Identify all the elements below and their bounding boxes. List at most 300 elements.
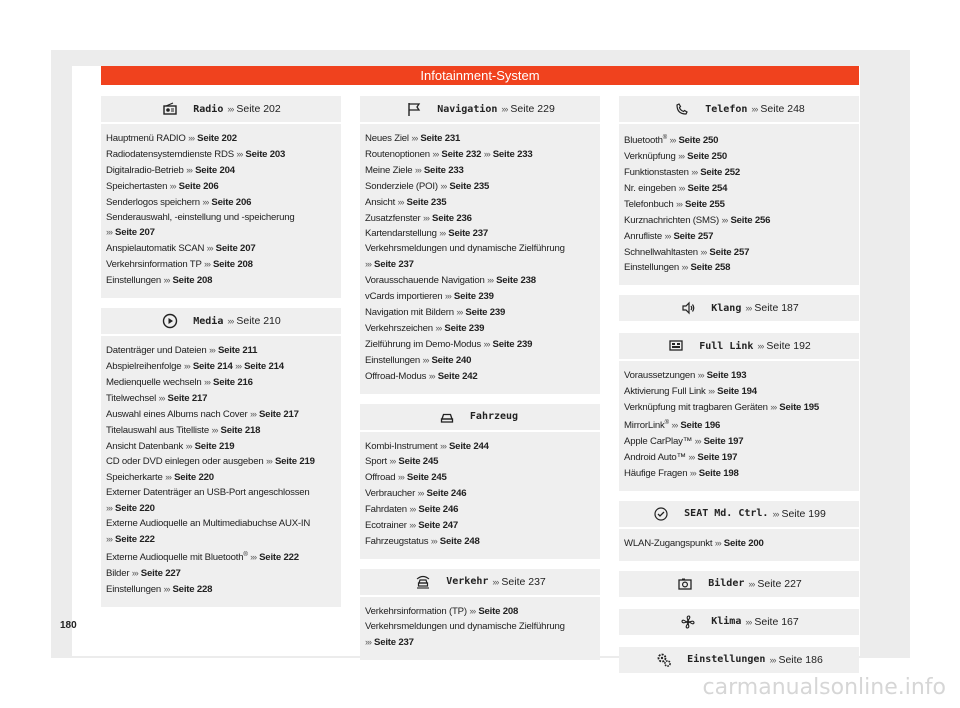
entry-text: MirrorLink xyxy=(624,420,665,432)
page-ref-link[interactable]: Seite 216 xyxy=(213,376,253,388)
reference-arrows: ››› xyxy=(169,180,176,191)
entry-line xyxy=(365,518,595,534)
reference-arrows: ››› xyxy=(106,227,112,238)
reference-arrows: ››› xyxy=(688,452,695,463)
page-ref-link[interactable]: Seite 197 xyxy=(697,452,738,464)
page-banner: Infotainment-System xyxy=(101,66,859,85)
section-header xyxy=(619,333,859,361)
section-seat-md-ctrl xyxy=(619,501,859,561)
entry-line xyxy=(365,289,595,305)
section-klima xyxy=(619,609,859,637)
flag-icon xyxy=(405,100,423,118)
entry-line xyxy=(624,450,854,466)
section-page-ref[interactable]: Seite 187 xyxy=(754,302,799,315)
entry-line xyxy=(624,384,854,400)
entry-text: Neues Ziel xyxy=(365,133,412,144)
entry-text: Ansicht Datenbank xyxy=(106,440,186,452)
entry-line xyxy=(624,400,854,416)
fan-icon xyxy=(679,613,697,631)
reference-arrows: ››› xyxy=(483,338,490,349)
reference-arrows: ››› xyxy=(681,262,688,273)
entry-line xyxy=(624,149,854,165)
entry-line xyxy=(365,454,595,470)
entry-line xyxy=(624,229,854,245)
entry-text: Häufige Fragen xyxy=(624,467,690,479)
page-ref-link[interactable]: Seite 239 xyxy=(492,338,533,350)
section-page-ref[interactable]: Seite 237 xyxy=(501,575,546,588)
page-ref-link[interactable]: Seite 233 xyxy=(423,164,464,176)
page-ref-link[interactable]: Seite 257 xyxy=(709,246,750,258)
entry-text: Digitalradio-Betrieb xyxy=(106,164,187,176)
section-page-ref[interactable]: Seite 186 xyxy=(778,653,823,666)
page-ref-link[interactable]: Seite 194 xyxy=(717,386,757,398)
section-entries xyxy=(360,597,600,660)
page-ref-link[interactable]: Seite 242 xyxy=(437,370,478,382)
entry-line xyxy=(106,517,336,532)
entry-text: Navigation mit Bildern xyxy=(365,306,457,318)
entry-line xyxy=(624,260,854,276)
play-icon xyxy=(161,312,179,330)
page-ref-link[interactable]: Seite 217 xyxy=(258,408,299,420)
page-ref-link[interactable]: Seite 197 xyxy=(703,436,744,448)
reference-arrows: ››› xyxy=(158,392,165,403)
entry-text: Offroad xyxy=(365,472,398,484)
entry-line xyxy=(106,147,336,163)
entry-text: Einstellungen xyxy=(106,275,164,287)
entry-text: Telefonbuch xyxy=(624,198,677,210)
watermark: carmanualsonline.info xyxy=(702,675,946,700)
section-page-ref[interactable]: Seite 199 xyxy=(781,507,826,520)
section-header xyxy=(360,404,600,432)
page-number: 180 xyxy=(60,620,77,631)
section-page-ref[interactable]: Seite 229 xyxy=(510,103,555,115)
page-ref-link[interactable]: Seite 220 xyxy=(174,472,214,484)
page-ref-link[interactable]: Seite 206 xyxy=(211,196,252,208)
section-header xyxy=(101,308,341,336)
entry-line xyxy=(106,391,336,407)
reference-arrows: ››› xyxy=(708,386,715,397)
entry-line xyxy=(365,321,595,337)
reference-arrows: ››› xyxy=(678,182,685,193)
page-ref-link[interactable]: Seite 222 xyxy=(115,533,155,545)
entry-line xyxy=(106,343,336,359)
section-header xyxy=(360,569,600,597)
entry-text: Vorausschauende Navigation xyxy=(365,275,488,287)
page-ref-link[interactable]: Seite 247 xyxy=(418,520,459,532)
entry-line xyxy=(106,548,336,566)
reference-arrows: ››› xyxy=(492,576,499,587)
entry-line xyxy=(365,635,595,651)
entry-text: Verknüpfung xyxy=(624,151,679,163)
page-ref-link[interactable]: Seite 232 xyxy=(441,148,482,160)
page-ref-link[interactable]: Seite 206 xyxy=(178,180,219,192)
page-ref-link[interactable]: Seite 245 xyxy=(398,456,439,468)
section-title: Verkehr xyxy=(446,576,489,588)
entry-text: Auswahl eines Albums nach Cover xyxy=(106,408,250,420)
reference-arrows: ››› xyxy=(483,148,490,159)
radio-icon xyxy=(161,100,179,118)
entry-line xyxy=(365,604,595,620)
reference-arrows: ››› xyxy=(435,322,442,333)
entry-line xyxy=(106,532,336,548)
entry-line xyxy=(365,353,595,369)
reference-arrows: ››› xyxy=(669,135,676,146)
section-page-ref[interactable]: Seite 167 xyxy=(754,615,799,628)
entry-line xyxy=(365,131,595,147)
entry-line xyxy=(365,226,595,242)
reference-arrows: ››› xyxy=(440,180,447,191)
entry-line xyxy=(365,305,595,321)
entry-text: Funktionstasten xyxy=(624,167,692,178)
entry-text: Externer Datenträger an USB-Port angeschlossen xyxy=(106,487,310,499)
entry-text: Offroad-Modus xyxy=(365,370,429,382)
entry-line xyxy=(106,470,336,486)
entry-text: Sport xyxy=(365,456,390,468)
entry-line xyxy=(624,165,854,181)
section-page-ref[interactable]: Seite 227 xyxy=(757,577,802,590)
page-ref-link[interactable]: Seite 252 xyxy=(700,167,741,178)
reference-arrows: ››› xyxy=(664,230,671,241)
reference-arrows: ››› xyxy=(163,583,170,594)
reference-arrows: ››› xyxy=(265,456,272,467)
pictures-icon xyxy=(676,575,694,593)
entry-line xyxy=(106,241,336,257)
entry-text: Einstellungen xyxy=(365,354,423,366)
entry-text: Anspielautomatik SCAN xyxy=(106,243,207,255)
section-title: Bilder xyxy=(708,578,745,590)
page-ref-link[interactable]: Seite 219 xyxy=(274,456,315,468)
entry-text: Externe Audioquelle an Multimediabuchse AUX-IN xyxy=(106,518,311,530)
section-header xyxy=(619,295,859,323)
entry-text: Meine Ziele xyxy=(365,164,415,176)
page-ref-link[interactable]: Seite 254 xyxy=(687,182,728,194)
page-ref-link[interactable]: Seite 244 xyxy=(448,440,489,452)
entry-text: Verkehrsmeldungen und dynamische Zielführung xyxy=(365,620,565,632)
reference-arrows: ››› xyxy=(691,167,698,177)
entry-line xyxy=(365,195,595,211)
reference-arrows: ››› xyxy=(501,104,508,114)
entry-line xyxy=(624,368,854,384)
page-ref-link[interactable]: Seite 235 xyxy=(406,196,447,208)
entry-line xyxy=(106,163,336,179)
reference-arrows: ››› xyxy=(757,341,764,352)
reference-arrows: ››› xyxy=(365,259,371,270)
entry-text: Speichertasten xyxy=(106,180,170,192)
page-ref-link[interactable]: Seite 258 xyxy=(690,262,731,274)
entry-line xyxy=(624,181,854,197)
entry-text: Verkehrszeichen xyxy=(365,322,436,334)
page-ref-link[interactable]: Seite 256 xyxy=(730,214,771,226)
page-ref-link[interactable]: Seite 214 xyxy=(244,360,284,372)
page-ref-link[interactable]: Seite 222 xyxy=(259,552,299,564)
section-header xyxy=(619,96,859,124)
entry-text: Bilder xyxy=(106,567,132,579)
page-ref-link[interactable]: Seite 198 xyxy=(698,467,739,479)
page-ref-link[interactable]: Seite 208 xyxy=(172,275,213,287)
reference-arrows: ››› xyxy=(456,306,463,317)
section-title: SEAT Md. Ctrl. xyxy=(684,508,769,520)
reference-arrows: ››› xyxy=(106,533,112,544)
reference-arrows: ››› xyxy=(700,246,707,257)
section-header xyxy=(360,96,600,124)
reference-arrows: ››› xyxy=(469,605,476,616)
reference-arrows: ››› xyxy=(678,151,685,162)
reference-arrows: ››› xyxy=(745,616,752,627)
entry-text: Apple CarPlay™ xyxy=(624,436,695,448)
page-ref-link[interactable]: Seite 208 xyxy=(478,605,519,617)
section-title: Einstellungen xyxy=(687,654,766,666)
reference-arrows: ››› xyxy=(409,520,416,531)
page-ref-link[interactable]: Seite 202 xyxy=(197,133,237,144)
page-ref-link[interactable]: Seite 236 xyxy=(432,212,472,224)
reference-arrows: ››› xyxy=(202,196,209,207)
reference-arrows: ››› xyxy=(417,488,424,499)
reference-arrows: ››› xyxy=(772,508,779,519)
entry-line xyxy=(365,242,595,257)
column-right xyxy=(619,96,859,685)
page-ref-link[interactable]: Seite 196 xyxy=(680,420,721,432)
reference-arrows: ››› xyxy=(694,436,701,447)
entry-text: CD oder DVD einlegen oder ausgeben xyxy=(106,456,266,468)
entry-text: Sonderziele (POI) xyxy=(365,180,441,192)
reference-arrows: ››› xyxy=(236,148,243,159)
page-ref-link[interactable]: Seite 233 xyxy=(492,148,533,160)
reference-arrows: ››› xyxy=(409,504,416,515)
entry-line xyxy=(624,245,854,261)
section-header xyxy=(619,501,859,529)
section-entries xyxy=(360,124,600,394)
page-ref-link[interactable]: Seite 193 xyxy=(706,370,747,382)
section-header xyxy=(101,96,341,124)
section-media xyxy=(101,308,341,607)
page-ref-link[interactable]: Seite 248 xyxy=(439,535,480,547)
entry-text: Hauptmenü RADIO xyxy=(106,133,189,144)
entry-line xyxy=(106,179,336,195)
entry-line xyxy=(365,534,595,550)
reference-arrows: ››› xyxy=(689,467,696,478)
section-navigation xyxy=(360,96,600,394)
reference-arrows: ››› xyxy=(422,354,429,365)
page-ref-link[interactable]: Seite 211 xyxy=(217,345,258,357)
reference-arrows: ››› xyxy=(183,360,190,371)
page-ref-link[interactable]: Seite 255 xyxy=(685,198,725,210)
entry-text: Routenoptionen xyxy=(365,148,433,160)
entry-line xyxy=(106,131,336,147)
entry-line xyxy=(365,486,595,502)
reference-arrows: ››› xyxy=(423,212,429,223)
entry-line xyxy=(365,273,595,289)
entry-line xyxy=(624,536,854,552)
page-ref-link[interactable]: Seite 238 xyxy=(496,275,536,287)
section-radio xyxy=(101,96,341,298)
page-ref-link[interactable]: Seite 239 xyxy=(465,306,506,318)
entry-line xyxy=(365,620,595,635)
entry-line xyxy=(365,502,595,518)
reference-arrows: ››› xyxy=(397,472,404,483)
reference-arrows: ››› xyxy=(745,303,752,314)
reference-arrows: ››› xyxy=(208,345,215,356)
entry-line xyxy=(365,163,595,179)
reference-arrows: ››› xyxy=(235,360,242,371)
page-ref-link[interactable]: Seite 214 xyxy=(192,360,233,372)
entry-line xyxy=(106,439,336,455)
entry-text: Verknüpfung mit tragbaren Geräten xyxy=(624,402,771,414)
page-ref-link[interactable]: Seite 257 xyxy=(673,230,714,242)
page-ref-link[interactable]: Seite 204 xyxy=(195,164,235,176)
entry-text: Radiodatensystemdienste RDS xyxy=(106,148,237,160)
section-title: Full Link xyxy=(699,340,754,352)
entry-line xyxy=(624,197,854,213)
page-ref-link[interactable]: Seite 250 xyxy=(687,151,727,163)
page-ref-link[interactable]: Seite 220 xyxy=(115,503,155,515)
section-entries xyxy=(619,361,859,491)
reference-arrows: ››› xyxy=(227,104,234,114)
entry-text: Ecotrainer xyxy=(365,520,410,532)
section-title: Klima xyxy=(711,616,742,628)
section-title: Fahrzeug xyxy=(469,411,519,422)
entry-line xyxy=(624,466,854,482)
entry-text: Zielführung im Demo-Modus xyxy=(365,338,484,350)
reference-arrows: ››› xyxy=(131,567,138,578)
entry-text: Datenträger und Dateien xyxy=(106,345,209,357)
entry-text: Senderauswahl, -einstellung und -speicherung xyxy=(106,211,295,223)
reference-arrows: ››› xyxy=(389,456,396,467)
page-ref-link[interactable]: Seite 240 xyxy=(431,354,472,366)
page-ref-link[interactable]: Seite 217 xyxy=(167,392,208,404)
page-ref-link[interactable]: Seite 200 xyxy=(723,537,764,549)
entry-text: Nr. eingeben xyxy=(624,182,679,194)
entry-text: Bluetooth xyxy=(624,135,663,147)
entry-line xyxy=(365,257,595,273)
section-full-link xyxy=(619,333,859,491)
entry-line xyxy=(106,195,336,211)
entry-line xyxy=(365,369,595,385)
page-ref-link[interactable]: Seite 235 xyxy=(449,180,490,192)
section-page-ref[interactable]: Seite 192 xyxy=(766,340,811,353)
page-ref-link[interactable]: Seite 250 xyxy=(678,135,719,147)
reference-arrows: ››› xyxy=(676,198,683,209)
entry-line xyxy=(624,131,854,149)
reference-arrows: ››› xyxy=(211,424,218,435)
page-ref-link[interactable]: Seite 195 xyxy=(779,402,820,414)
reference-arrows: ››› xyxy=(439,440,446,451)
page-ref-link[interactable]: Seite 218 xyxy=(220,424,261,436)
page-ref-link[interactable]: Seite 207 xyxy=(215,243,256,255)
section-entries xyxy=(360,432,600,559)
reference-arrows: ››› xyxy=(203,259,210,270)
page-ref-link[interactable]: Seite 227 xyxy=(140,567,181,579)
entry-text: vCards importieren xyxy=(365,291,445,303)
registered-mark: ® xyxy=(664,420,669,427)
entry-text: Schnellwahltasten xyxy=(624,246,701,258)
section-header xyxy=(619,647,859,675)
section-header xyxy=(619,609,859,637)
reference-arrows: ››› xyxy=(106,503,112,514)
car-icon xyxy=(438,408,456,426)
reference-arrows: ››› xyxy=(185,440,192,451)
entry-text: Zusatzfenster xyxy=(365,212,423,224)
page-ref-link[interactable]: Seite 228 xyxy=(172,583,213,595)
page-ref-link[interactable]: Seite 246 xyxy=(426,488,467,500)
page-ref-link[interactable]: Seite 237 xyxy=(374,636,414,648)
reference-arrows: ››› xyxy=(227,316,234,327)
section-page-ref[interactable]: Seite 202 xyxy=(236,103,281,115)
entry-text: Kurznachrichten (SMS) xyxy=(624,214,722,226)
reference-arrows: ››› xyxy=(430,535,437,546)
entry-text: Anrufliste xyxy=(624,230,665,242)
reference-arrows: ››› xyxy=(397,196,404,207)
entry-line xyxy=(106,423,336,439)
column-left xyxy=(101,96,341,617)
entry-text: Verbraucher xyxy=(365,488,418,500)
phone-icon xyxy=(673,100,691,118)
section-verkehr xyxy=(360,569,600,660)
registered-mark: ® xyxy=(662,135,667,141)
entry-text: Einstellungen xyxy=(106,583,164,595)
reference-arrows: ››› xyxy=(770,402,777,413)
entry-line xyxy=(365,470,595,486)
page-ref-link[interactable]: Seite 237 xyxy=(374,259,414,271)
section-page-ref[interactable]: Seite 248 xyxy=(760,103,805,115)
reference-arrows: ››› xyxy=(204,376,210,387)
section-entries xyxy=(101,124,341,298)
page-ref-link[interactable]: Seite 219 xyxy=(194,440,235,452)
entry-text: Abspielreihenfolge xyxy=(106,360,184,372)
entry-text: Verkehrsinformation TP xyxy=(106,259,204,271)
reference-arrows: ››› xyxy=(721,214,728,225)
entry-text: Kartendarstellung xyxy=(365,228,440,240)
entry-line xyxy=(106,375,336,391)
page-ref-link[interactable]: Seite 239 xyxy=(453,291,494,303)
entry-text: Fahrzeugstatus xyxy=(365,535,431,547)
page-ref-link[interactable]: Seite 237 xyxy=(448,228,489,240)
section-title: Telefon xyxy=(705,103,748,115)
entry-line xyxy=(624,213,854,229)
entry-text: Senderlogos speichern xyxy=(106,196,203,208)
page-ref-link[interactable]: Seite 207 xyxy=(115,227,155,239)
page-ref-link[interactable]: Seite 231 xyxy=(420,133,461,144)
reference-arrows: ››› xyxy=(671,420,678,431)
section-klang xyxy=(619,295,859,323)
reference-arrows: ››› xyxy=(365,636,371,647)
page-ref-link[interactable]: Seite 245 xyxy=(406,472,447,484)
reference-arrows: ››› xyxy=(411,133,418,143)
reference-arrows: ››› xyxy=(249,408,256,419)
reference-arrows: ››› xyxy=(748,578,755,589)
page-ref-link[interactable]: Seite 246 xyxy=(418,504,459,516)
section-title: Media xyxy=(193,315,224,327)
reference-arrows: ››› xyxy=(769,654,776,665)
page-ref-link[interactable]: Seite 208 xyxy=(212,259,253,271)
section-entries xyxy=(619,124,859,285)
reference-arrows: ››› xyxy=(163,275,170,286)
page-ref-link[interactable]: Seite 239 xyxy=(444,322,485,334)
reference-arrows: ››› xyxy=(439,228,446,239)
reference-arrows: ››› xyxy=(487,275,494,286)
entry-line xyxy=(365,147,595,163)
traffic-icon xyxy=(414,573,432,591)
reference-arrows: ››› xyxy=(188,133,195,143)
page-ref-link[interactable]: Seite 203 xyxy=(245,148,286,160)
registered-mark: ® xyxy=(243,551,248,558)
entry-line xyxy=(106,273,336,289)
section-page-ref[interactable]: Seite 210 xyxy=(236,315,281,328)
reference-arrows: ››› xyxy=(444,291,451,302)
section-bilder xyxy=(619,571,859,599)
settings-icon xyxy=(655,651,673,669)
section-fahrzeug xyxy=(360,404,600,559)
entry-line xyxy=(365,439,595,455)
